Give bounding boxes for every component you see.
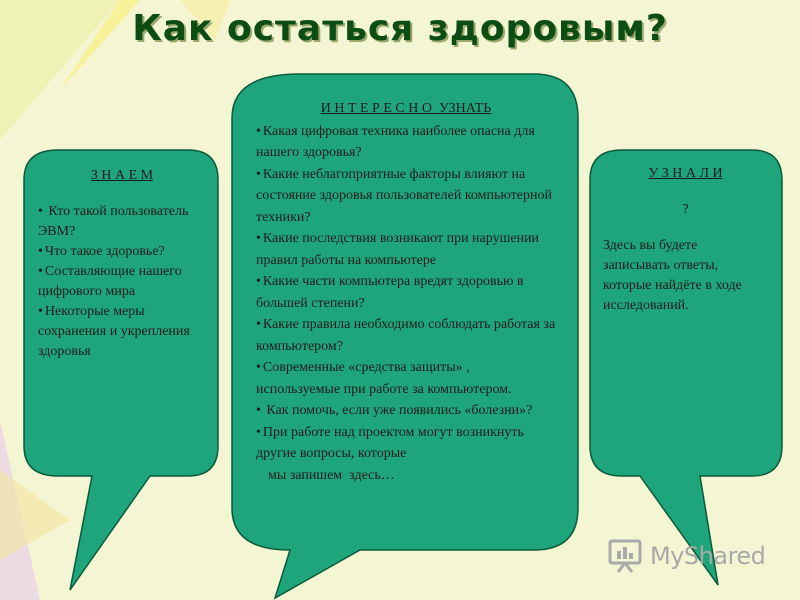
- list-item: • Составляющие нашего цифрового мира: [38, 264, 182, 299]
- list-item: • Какая цифровая техника наиболее опасна для нашего здоровья?: [256, 123, 535, 160]
- bullet-icon: •: [256, 403, 261, 418]
- myshared-logo: [608, 536, 768, 576]
- list-item: • Как помочь, если уже появились «болезни»?: [256, 403, 533, 418]
- right-box: [603, 164, 768, 316]
- question-mark: ?: [682, 202, 689, 217]
- bullet-icon: •: [256, 166, 261, 182]
- bullet-icon: •: [256, 123, 261, 139]
- middle-box-heading: И Н Т Е Р Е С Н О УЗНАТЬ: [320, 101, 492, 116]
- list-item: • Кто такой пользователь ЭВМ?: [38, 204, 189, 239]
- list-item: • При работе над проектом могут возникнуть другие вопросы, которые: [256, 424, 524, 461]
- right-box-heading: У З Н А Л И: [648, 166, 723, 181]
- bullet-icon: •: [256, 231, 261, 246]
- list-item: • Современные «средства защиты» , используемые при работе за компьютером.: [256, 360, 512, 397]
- page-title: Как остаться здоровым?: [132, 8, 668, 49]
- bullet-icon: •: [256, 424, 261, 440]
- list-item: • Что такое здоровье?: [38, 244, 165, 259]
- middle-box: [256, 98, 556, 486]
- list-item: • Какие последствия возникают при нарушении правил работы на компьютере: [256, 231, 540, 268]
- list-item: • Какие части компьютера вредят здоровью в большей степени?: [256, 274, 524, 311]
- bullet-icon: •: [38, 304, 43, 319]
- list-item: • Какие неблагоприятные факторы влияют на состояние здоровья пользователей компьютерной техники?: [256, 166, 552, 225]
- bullet-icon: •: [256, 317, 261, 332]
- left-box-list: [38, 202, 206, 362]
- middle-box-last-line: мы запишем здесь…: [268, 467, 395, 483]
- bullet-icon: •: [256, 274, 261, 289]
- brand-name: MyShared: [650, 542, 766, 570]
- right-box-text: Здесь вы будете записывать ответы, которые найдёте в ходе исследований.: [603, 238, 742, 313]
- bullet-icon: •: [256, 360, 261, 375]
- bullet-icon: •: [38, 204, 43, 219]
- list-item: • Некоторые меры сохранения и укрепления здоровья: [38, 304, 190, 359]
- middle-box-list: [256, 121, 556, 465]
- bullet-icon: •: [38, 264, 43, 279]
- left-box: [38, 166, 206, 362]
- list-item: • Какие правила необходимо соблюдать работая за компьютером?: [256, 317, 556, 354]
- left-box-heading: З Н А Е М: [90, 168, 154, 183]
- presentation-board-icon: [608, 539, 644, 573]
- bullet-icon: •: [38, 244, 43, 259]
